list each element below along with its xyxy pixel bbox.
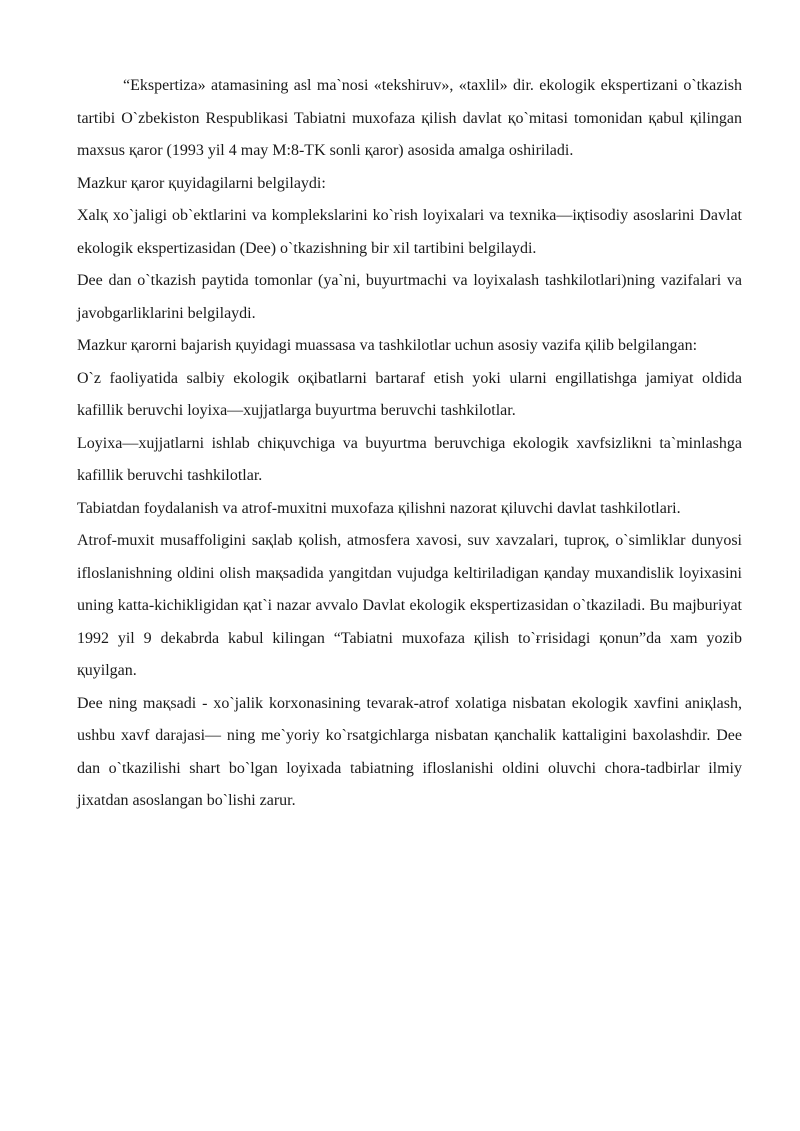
paragraph-duty-item-1: O`z faoliyatida salbiy ekologik oқibatlarni bartaraf etish yoki ularni engillatishga jamiyat oldida kafillik beruvchi loyixa—xujjatlarga buyurtma beruvchi tashkilotlar. bbox=[77, 369, 742, 419]
document-page bbox=[77, 70, 742, 818]
paragraph-duties-heading: Mazkur қarorni bajarish қuyidagi muassasa va tashkilotlar uchun asosiy vazifa қilib belgilangan: bbox=[77, 337, 698, 354]
paragraph-dee-purpose: Dee ning maқsadi - xo`jalik korxonasining tevarak-atrof xolatiga nisbatan ekologik xavfini aniқlash, ushbu xavf darajasi— ning me`yoriy ko`rsatgichlarga nisbatan қanchalik kattaligini baxolashdir. Dee dan o`tkazilishi shart bo`lgan loyixada tabiatning ifloslanishi oldini oluvchi chora-tadbirlar ilmiy jixatdan asoslangan bo`lishi zarur. bbox=[77, 694, 742, 809]
paragraph-intro: “Ekspertiza» atamasining asl ma`nosi «tekshiruv», «taxlil» dir. ekologik ekspertizani o`tkazish tartibi O`zbekiston Respublikasi Tabiatni muxofaza қilish davlat қo`mitasi tomonidan қabul қilingan maxsus қaror (1993 yil 4 may M:8-TK sonli қaror) asosida amalga oshiriladi. bbox=[77, 77, 742, 159]
paragraph-duty-item-3: Tabiatdan foydalanish va atrof-muxitni muxofaza қilishni nazorat қiluvchi davlat tashkilotlari. bbox=[77, 499, 681, 517]
paragraph-decision-item-1: Xalқ xo`jaligi ob`ektlarini va komplekslarini ko`rish loyixalari va texnika—iқtisodiy asoslarini Davlat ekologik ekspertizasidan (Dee) o`tkazishning bir xil tartibini belgilaydi. bbox=[77, 207, 742, 257]
paragraph-decision-item-2: Dee dan o`tkazish paytida tomonlar (ya`ni, buyurtmachi va loyixalash tashkilotlari)ning vazifalari va javobgarliklarini belgilaydi. bbox=[77, 272, 742, 322]
paragraph-decision-heading: Mazkur қaror қuyidagilarni belgilaydi: bbox=[77, 174, 326, 192]
paragraph-duty-item-2: Loyixa—xujjatlarni ishlab chiқuvchiga va buyurtma beruvchiga ekologik xavfsizlikni ta`minlashga kafillik beruvchi tashkilotlar. bbox=[77, 434, 742, 484]
paragraph-environment: Atrof-muxit musaffoligini saқlab қolish, atmosfera xavosi, suv xavzalari, tuproқ, o`simliklar dunyosi ifloslanishning oldini olish maқsadida yangitdan vujudga keltiriladigan қanday muxandislik loyixasini uning katta-kichikligidan қat`i nazar avvalo Davlat ekologik ekspertizasidan o`tkaziladi. Bu majburiyat 1992 yil 9 dekabrda kabul kilingan “Tabiatni muxofaza қilish to`ғrisidagi қonun”da xam yozib қuyilgan. bbox=[77, 532, 742, 679]
